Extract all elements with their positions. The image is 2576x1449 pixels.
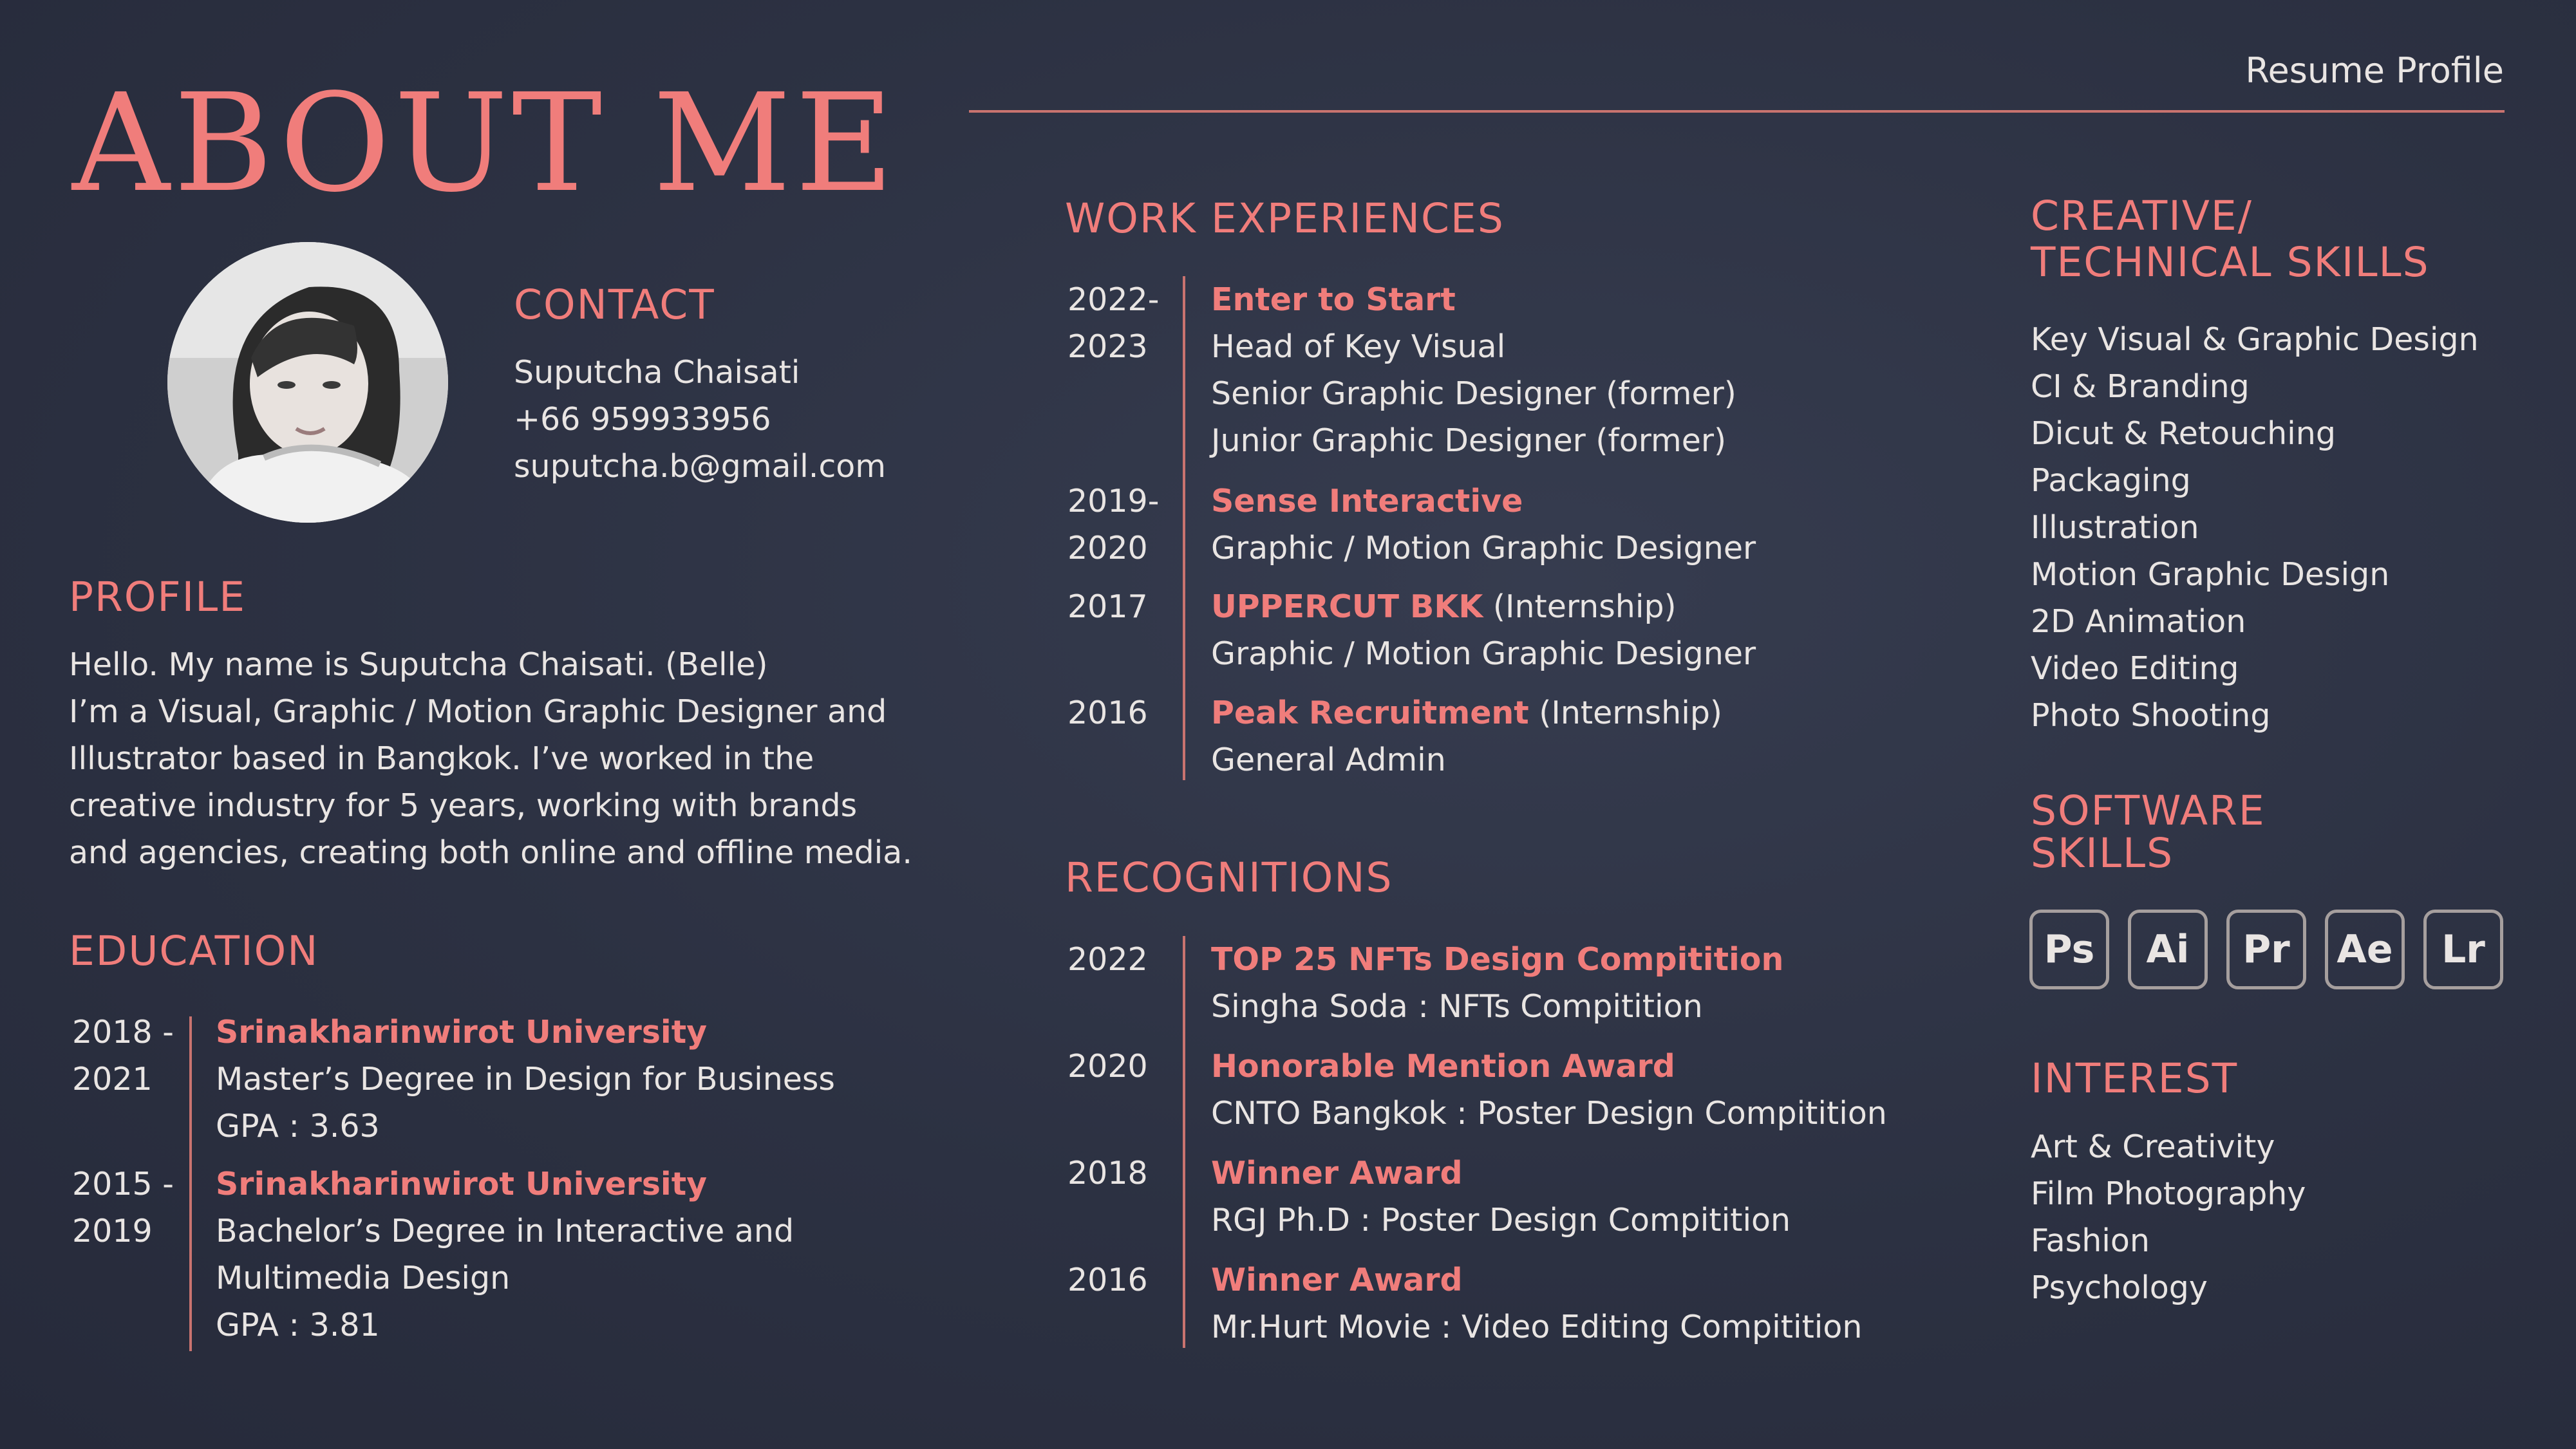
recognitions-timeline-line (1183, 936, 1185, 1348)
recognition-body (1211, 1150, 1791, 1244)
work-role: Graphic / Motion Graphic Designer (1211, 530, 1756, 566)
recognition-body (1211, 1257, 1862, 1351)
work-body (1211, 689, 1722, 783)
interest-item: Film Photography (2031, 1175, 2306, 1212)
contact-phone[interactable]: +66 959933956 (514, 401, 771, 438)
interest-item: Art & Creativity (2031, 1128, 2275, 1165)
interest-item: Fashion (2031, 1222, 2150, 1259)
recognition-detail: RGJ Ph.D : Poster Design Compitition (1211, 1202, 1791, 1239)
work-years: 2017 (1067, 588, 1148, 625)
work-years: 2016 (1067, 695, 1148, 731)
interest-heading: INTEREST (2031, 1055, 2239, 1102)
skill-item: CI & Branding (2031, 368, 2250, 405)
work-heading: WORK EXPERIENCES (1065, 195, 1505, 242)
education-school: Srinakharinwirot University (216, 1014, 708, 1051)
recognition-award: Honorable Mention Award (1211, 1048, 1675, 1085)
software-badges (2029, 910, 2506, 993)
work-role: Head of Key Visual (1211, 328, 1506, 365)
profile-heading: PROFILE (69, 574, 247, 621)
recognition-year: 2016 (1067, 1262, 1148, 1298)
illustrator-badge: Ai (2128, 910, 2208, 989)
profile-line: Hello. My name is Suputcha Chaisati. (Belle) (69, 646, 768, 683)
work-role: Junior Graphic Designer (former) (1211, 422, 1727, 459)
premiere-badge: Pr (2226, 910, 2306, 989)
skill-item: Video Editing (2031, 650, 2239, 687)
skill-item: Photo Shooting (2031, 697, 2271, 734)
interest-item: Psychology (2031, 1269, 2208, 1306)
skill-item: Packaging (2031, 462, 2191, 499)
skills-heading: CREATIVE/ TECHNICAL SKILLS (2031, 192, 2430, 286)
profile-photo (167, 242, 448, 523)
page-title: ABOUT ME (72, 64, 898, 222)
contact-details (514, 349, 886, 490)
work-years: 2022- 2023 (1067, 281, 1160, 365)
work-timeline-line (1183, 276, 1185, 780)
profile-line: creative industry for 5 years, working with brands (69, 787, 858, 824)
education-timeline-line (189, 1016, 192, 1351)
work-role: Graphic / Motion Graphic Designer (1211, 635, 1756, 672)
work-note: (Internship) (1483, 588, 1677, 625)
skill-item: Dicut & Retouching (2031, 415, 2336, 452)
work-body (1211, 276, 1736, 464)
recognition-year: 2022 (1067, 941, 1148, 978)
work-years: 2019- 2020 (1067, 483, 1160, 566)
education-body (216, 1161, 794, 1349)
work-company: UPPERCUT BKK (1211, 588, 1483, 625)
skill-item: Key Visual & Graphic Design (2031, 321, 2479, 358)
software-heading: SOFTWARE SKILLS (2031, 787, 2266, 877)
education-degree: Bachelor’s Degree in Interactive and (216, 1213, 794, 1249)
work-company: Enter to Start (1211, 281, 1456, 318)
recognitions-heading: RECOGNITIONS (1065, 854, 1393, 901)
recognition-detail: CNTO Bangkok : Poster Design Compitition (1211, 1095, 1887, 1132)
interest-list (2031, 1123, 2306, 1311)
photoshop-badge: Ps (2029, 910, 2109, 989)
contact-email[interactable]: suputcha.b@gmail.com (514, 448, 886, 485)
education-list (72, 1009, 973, 1356)
work-company: Sense Interactive (1211, 483, 1523, 519)
education-years: 2018 - 2021 (72, 1014, 174, 1098)
profile-line: I’m a Visual, Graphic / Motion Graphic Designer and (69, 693, 887, 730)
education-years: 2015 - 2019 (72, 1166, 174, 1249)
work-role: General Admin (1211, 742, 1446, 778)
recognition-award: Winner Award (1211, 1155, 1463, 1192)
education-body (216, 1009, 835, 1150)
recognition-body (1211, 1043, 1887, 1137)
education-heading: EDUCATION (69, 928, 319, 975)
skills-list (2031, 316, 2479, 739)
recognition-detail: Singha Soda : NFTs Compitition (1211, 988, 1703, 1025)
skill-item: Motion Graphic Design (2031, 556, 2390, 593)
skill-item: Illustration (2031, 509, 2199, 546)
education-school: Srinakharinwirot University (216, 1166, 708, 1202)
education-degree: Master’s Degree in Design for Business (216, 1061, 835, 1098)
work-note: (Internship) (1528, 695, 1723, 731)
profile-text (69, 641, 912, 876)
contact-name: Suputcha Chaisati (514, 354, 800, 391)
education-degree: Multimedia Design (216, 1260, 511, 1296)
portrait-illustration (167, 242, 448, 523)
education-gpa: GPA : 3.63 (216, 1108, 380, 1145)
after-effects-badge: Ae (2325, 910, 2405, 989)
work-list (1067, 276, 1969, 791)
contact-heading: CONTACT (514, 281, 715, 328)
resume-profile-label: Resume Profile (2245, 50, 2504, 91)
profile-line: and agencies, creating both online and offline media. (69, 834, 912, 871)
recognition-award: Winner Award (1211, 1262, 1463, 1298)
lightroom-badge: Lr (2423, 910, 2503, 989)
work-body (1211, 478, 1756, 572)
work-company: Peak Recruitment (1211, 695, 1529, 731)
recognition-year: 2018 (1067, 1155, 1148, 1192)
profile-line: Illustrator based in Bangkok. I’ve worked in the (69, 740, 814, 777)
recognitions-list (1067, 936, 2033, 1361)
skill-item: 2D Animation (2031, 603, 2246, 640)
recognition-body (1211, 936, 1783, 1030)
recognition-year: 2020 (1067, 1048, 1148, 1085)
education-gpa: GPA : 3.81 (216, 1307, 380, 1343)
recognition-award: TOP 25 NFTs Design Compitition (1211, 941, 1784, 978)
header-divider (969, 110, 2505, 113)
recognition-detail: Mr.Hurt Movie : Video Editing Compitition (1211, 1309, 1863, 1345)
work-role: Senior Graphic Designer (former) (1211, 375, 1736, 412)
work-body (1211, 583, 1756, 677)
